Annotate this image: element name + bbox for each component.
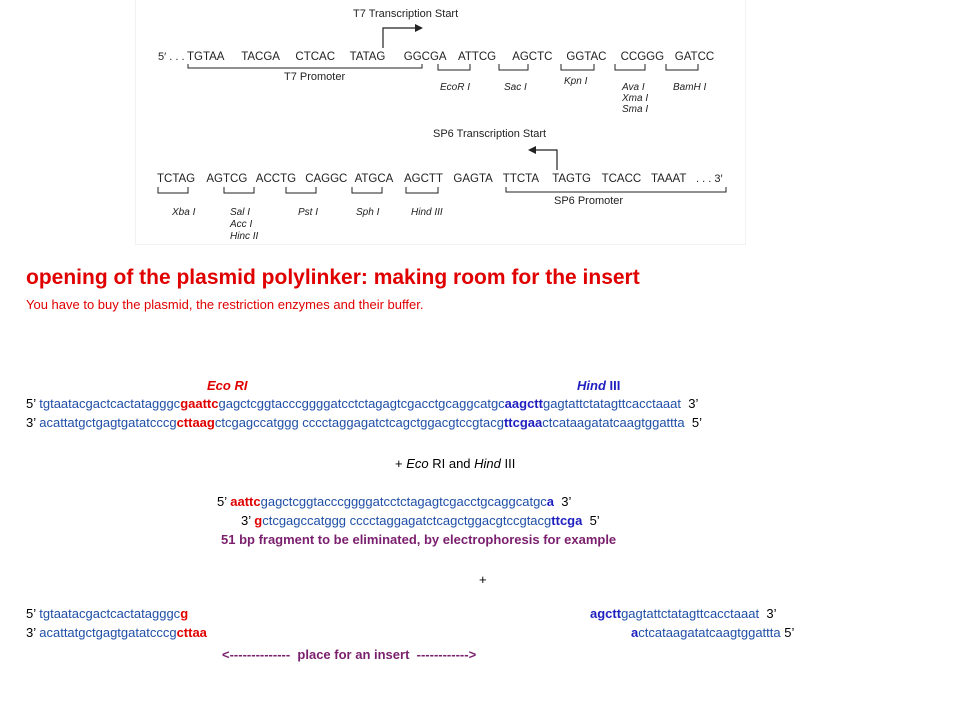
seq1-top-strand: 5’ tgtaatacgactcactatagggcgaattcgagctcggtacccggggatcctctagagtcgacctgcaggcatgcaagcttgagtattctatagttcacctaaat 3’ bbox=[26, 396, 699, 411]
fragment-top-strand: 5’ aattcgagctcggtacccggggatcctctagagtcgacctgcaggcatgca 3’ bbox=[217, 494, 572, 509]
t7-promoter-bracket bbox=[188, 64, 422, 68]
sp6-promoter-label: SP6 Promoter bbox=[554, 195, 624, 207]
codon: ATTCG bbox=[458, 51, 497, 63]
enzyme-xmai: Xma I bbox=[622, 93, 649, 104]
enzyme-saci: Sac I bbox=[504, 82, 527, 93]
enzyme-sphi: Sph I bbox=[356, 207, 380, 218]
sp6-arrow bbox=[534, 150, 557, 170]
enzyme-hincii: Hinc II bbox=[230, 231, 259, 242]
insert-placeholder-arrow: <-------------- place for an insert ------------> bbox=[222, 647, 477, 662]
codon: TTCTA bbox=[502, 173, 540, 185]
codon: TCTAG bbox=[157, 173, 196, 185]
codon: TAGTG bbox=[552, 173, 591, 185]
enzyme-avai: Ava I bbox=[622, 82, 645, 93]
enzyme-acci: Acc I bbox=[230, 219, 253, 230]
enzyme-bamhi: BamH I bbox=[673, 82, 707, 93]
plus-sign: + bbox=[479, 572, 487, 587]
result-left-top-strand: 5’ tgtaatacgactcactatagggcg bbox=[26, 606, 189, 621]
sali-bracket bbox=[224, 187, 254, 193]
codon: TGTAA bbox=[187, 51, 225, 63]
seq1-bottom-strand: 3’ acattatgctgagtgatatcccgcttaagctcgagccatggg cccctaggagatctcagctggacgtccgtacgttcgaactcataagatatcaagtggattta 5’ bbox=[26, 415, 702, 430]
label-hindiii: Hind III bbox=[577, 378, 621, 393]
t7-start-label: T7 Transcription Start bbox=[353, 8, 459, 20]
codon: CAGGC bbox=[305, 173, 348, 185]
codon: ACCTG bbox=[255, 173, 297, 185]
codon: GATCC bbox=[674, 51, 715, 63]
codon: CCGGG bbox=[620, 51, 665, 63]
fragment-caption: 51 bp fragment to be eliminated, by electrophoresis for example bbox=[221, 532, 617, 547]
codon: GGTAC bbox=[566, 51, 607, 63]
row2-suffix: . . . 3′ bbox=[696, 173, 723, 185]
t7-arrowhead bbox=[415, 24, 423, 32]
result-right-bottom-strand: actcataagatatcaagtggattta 5’ bbox=[631, 625, 795, 640]
hindiii-bracket bbox=[406, 187, 438, 193]
row1-sequence bbox=[187, 51, 714, 63]
xbai-bracket bbox=[158, 187, 188, 193]
page-subtitle: You have to buy the plasmid, the restriction enzymes and their buffer. bbox=[26, 297, 424, 312]
codon: ATGCA bbox=[354, 173, 394, 185]
smai-bracket bbox=[615, 64, 645, 70]
codon: TCACC bbox=[601, 173, 642, 185]
enzyme-kpni: Kpn I bbox=[564, 76, 588, 87]
enzyme-sali: Sal I bbox=[230, 207, 251, 218]
t7-arrow bbox=[383, 28, 417, 48]
codon: GAGTA bbox=[453, 173, 493, 185]
sphi-bracket bbox=[352, 187, 382, 193]
polylinker-diagram bbox=[136, 0, 745, 244]
sp6-promoter-bracket bbox=[506, 187, 726, 192]
enzyme-hindiii: Hind III bbox=[411, 207, 443, 218]
result-right-top-strand: agcttgagtattctatagttcacctaaat 3’ bbox=[590, 606, 777, 621]
enzyme-smai: Sma I bbox=[622, 104, 649, 115]
sp6-start-label: SP6 Transcription Start bbox=[433, 128, 547, 140]
codon: AGCTT bbox=[404, 173, 443, 185]
result-left-bottom-strand: 3’ acattatgctgagtgatatcccgcttaa bbox=[26, 625, 207, 640]
saci-bracket bbox=[499, 64, 528, 70]
page-title: opening of the plasmid polylinker: making room for the insert bbox=[26, 266, 640, 289]
ecori-bracket bbox=[438, 64, 470, 70]
enzyme-xbai: Xba I bbox=[172, 207, 196, 218]
sp6-arrowhead bbox=[528, 146, 536, 154]
fragment-bottom-strand: 3’ gctcgagccatggg cccctaggagatctcagctggacgtccgtacgttcga 5’ bbox=[241, 513, 600, 528]
codon: AGTCG bbox=[206, 173, 248, 185]
bamhi-bracket bbox=[666, 64, 698, 70]
enzyme-psti: Pst I bbox=[298, 207, 319, 218]
row2-sequence bbox=[157, 173, 686, 185]
codon: AGCTC bbox=[512, 51, 553, 63]
kpni-bracket bbox=[561, 64, 594, 70]
enzyme-ecori: EcoR I bbox=[440, 82, 471, 93]
row1-prefix: 5′ . . . bbox=[158, 51, 185, 63]
codon: TACGA bbox=[241, 51, 280, 63]
label-ecori: Eco RI bbox=[207, 378, 248, 393]
codon: TATAG bbox=[349, 51, 386, 63]
psti-bracket bbox=[286, 187, 316, 193]
polylinker-svg bbox=[136, 0, 745, 244]
codon: TAAAT bbox=[651, 173, 687, 185]
plus-enzymes: + Eco RI and Hind III bbox=[395, 456, 516, 471]
codon: CTCAC bbox=[295, 51, 336, 63]
t7-promoter-label: T7 Promoter bbox=[284, 71, 346, 83]
codon: GGCGA bbox=[403, 51, 447, 63]
